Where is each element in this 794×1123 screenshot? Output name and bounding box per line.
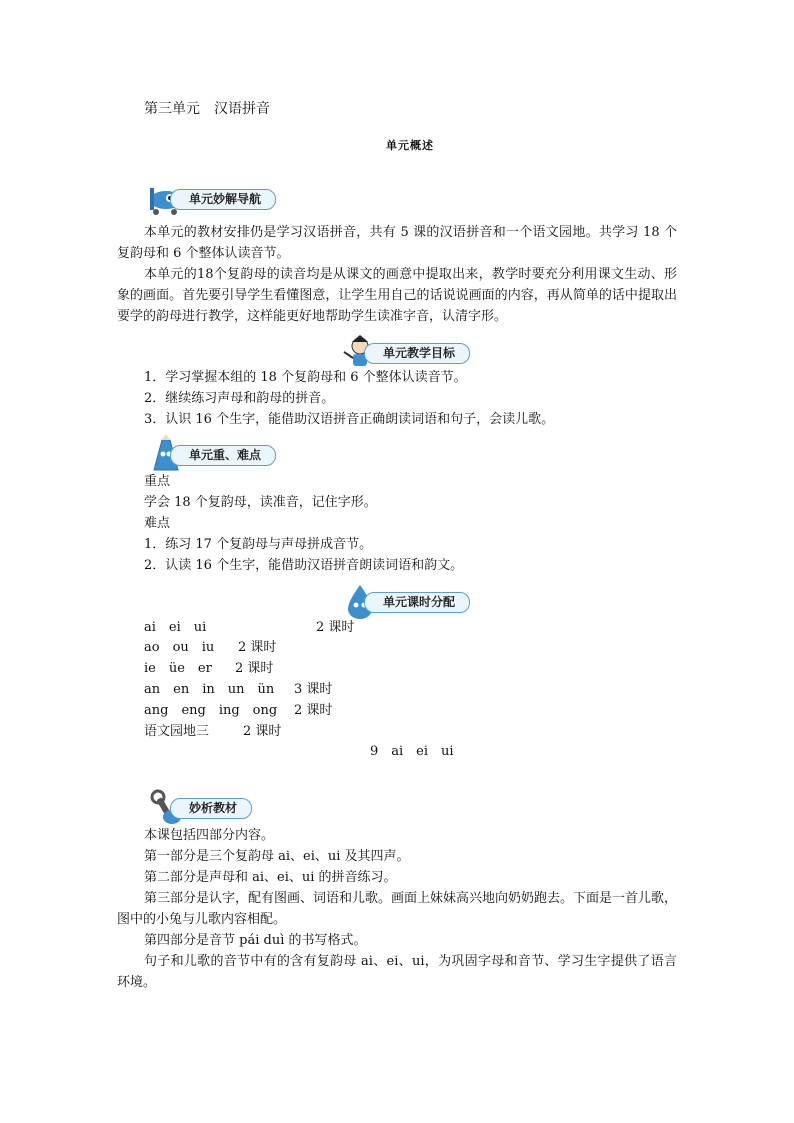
hours-time-5: 2 课时 (294, 703, 333, 718)
banner-goals (340, 332, 490, 368)
lesson-title: 9 ai ei ui (370, 744, 454, 759)
key-text-zhong: 学会 18 个复韵母，读准音，记住字形。 (144, 495, 377, 510)
analysis-line-1: 本课包括四部分内容。 (144, 828, 275, 843)
analysis-line-6: 句子和儿歌的音节中有的含有复韵母 ai、ei、ui，为巩固字母和音节、学习生字提供了语言环境。 (117, 954, 677, 990)
guide-paragraph-2: 本单元的18个复韵母的读音均是从课文的画意中提取出来，教学时要充分利用课文生动、形象的画面。首先要引导学生看懂图意，让学生用自己的话说说画面的内容，再从简单的话中提取出要学的韵母进行教学，这样能更好地帮助学生读准字音，认清字形。 (117, 267, 677, 324)
banner-hours (340, 581, 490, 617)
hours-lesson-2: ao ou iu (144, 640, 215, 655)
key-nan-item-2: 2．认读 16 个生字，能借助汉语拼音朗读词语和韵文。 (144, 558, 464, 573)
hours-lesson-3: ie üe er (144, 661, 212, 676)
analysis-line-4: 第三部分是认字，配有图画、词语和儿歌。画面上妹妹高兴地向奶奶跑去。下面是一首儿歌，图中的小兔与儿歌内容相配。 (117, 891, 678, 927)
hours-time-6: 2 课时 (243, 724, 282, 739)
key-label-nan: 难点 (144, 516, 171, 531)
hours-time-4: 3 课时 (294, 682, 333, 697)
hours-lesson-4: an en in un ün (144, 682, 275, 697)
banner-analysis (146, 787, 266, 823)
key-label-zhong: 重点 (144, 474, 171, 489)
guide-paragraph-1: 本单元的教材安排仍是学习汉语拼音，共有 5 课的汉语拼音和一个语文园地。共学习 18 个复韵母和 6 个整体认读音节。 (117, 225, 677, 261)
key-nan-item-1: 1．练习 17 个复韵母与声母拼成音节。 (144, 537, 373, 552)
banner-guide-label: 单元妙解导航 (170, 189, 276, 210)
banner-guide (146, 178, 306, 214)
goal-item-1: 1．学习掌握本组的 18 个复韵母和 6 个整体认读音节。 (144, 370, 467, 385)
banner-key-points-label: 单元重、难点 (170, 445, 276, 466)
banner-hours-label: 单元课时分配 (364, 592, 470, 613)
page-title: 第三单元 汉语拼音 (144, 101, 270, 117)
section-subtitle: 单元概述 (386, 139, 434, 152)
banner-analysis-label: 妙析教材 (170, 798, 252, 819)
hours-time-1: 2 课时 (316, 620, 355, 635)
goal-item-2: 2．继续练习声母和韵母的拼音。 (144, 391, 335, 406)
analysis-line-5: 第四部分是音节 pái duì 的书写格式。 (144, 933, 367, 948)
hours-lesson-6: 语文园地三 (144, 724, 210, 739)
analysis-line-3: 第二部分是声母和 ai、ei、ui 的拼音练习。 (144, 870, 397, 885)
hours-lesson-1: ai ei ui (144, 620, 207, 635)
banner-goals-label: 单元教学目标 (364, 343, 470, 364)
hours-lesson-5: ang eng ing ong (144, 703, 278, 718)
hours-time-2: 2 课时 (238, 640, 277, 655)
goal-item-3: 3．认识 16 个生字，能借助汉语拼音正确朗读词语和句子，会读儿歌。 (144, 412, 555, 427)
banner-key-points (146, 434, 296, 470)
hours-time-3: 2 课时 (235, 661, 274, 676)
analysis-line-2: 第一部分是三个复韵母 ai、ei、ui 及其四声。 (144, 849, 410, 864)
